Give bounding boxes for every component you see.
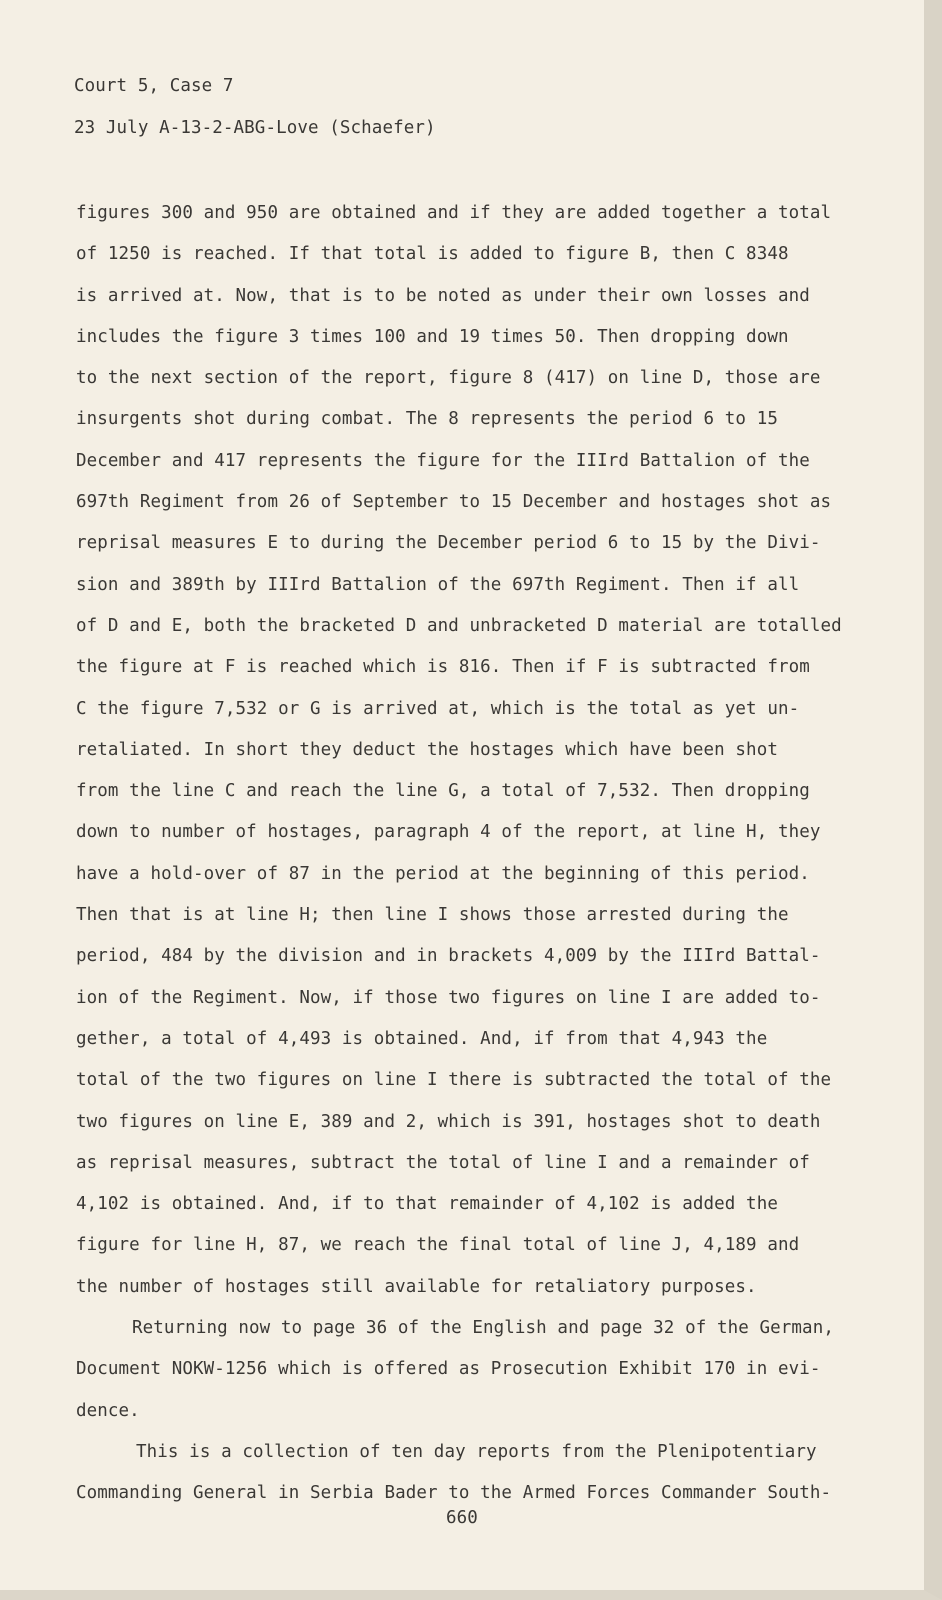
text-line: to the next section of the report, figure 8 (417) on line D, those are: [76, 368, 821, 389]
page-number: 660: [446, 1508, 478, 1528]
session-header: 23 July A-13-2-ABG-Love (Schaefer): [74, 118, 436, 138]
text-line: C the figure 7,532 or G is arrived at, which is the total as yet un-: [76, 698, 800, 719]
text-line: figures 300 and 950 are obtained and if they are added together a total: [76, 203, 832, 223]
text-line: the number of hostages still available for retaliatory purposes.: [76, 1276, 757, 1297]
text-line: of 1250 is reached. If that total is added to figure B, then C 8348: [76, 244, 789, 265]
text-line: Commanding General in Serbia Bader to the Armed Forces Commander South-: [76, 1483, 832, 1504]
text-line: 4,102 is obtained. And, if to that remainder of 4,102 is added the: [76, 1194, 778, 1215]
text-line: total of the two figures on line I there is subtracted the total of the: [76, 1070, 832, 1091]
text-line: down to number of hostages, paragraph 4 of the report, at line H, they: [76, 822, 821, 843]
text-line: gether, a total of 4,493 is obtained. And, if from that 4,943 the: [76, 1028, 768, 1049]
text-line: Document NOKW-1256 which is offered as Prosecution Exhibit 170 in evi-: [76, 1359, 821, 1380]
text-line: This is a collection of ten day reports from the Plenipotentiary: [136, 1441, 817, 1462]
text-line: of D and E, both the bracketed D and unbracketed D material are totalled: [76, 615, 842, 636]
text-line: from the line C and reach the line G, a total of 7,532. Then dropping: [76, 781, 810, 802]
text-line: have a hold-over of 87 in the period at the beginning of this period.: [76, 863, 810, 884]
text-line: the figure at F is reached which is 816. Then if F is subtracted from: [76, 657, 810, 678]
court-case-header: Court 5, Case 7: [74, 76, 234, 96]
text-line: ion of the Regiment. Now, if those two figures on line I are added to-: [76, 987, 821, 1008]
text-line: period, 484 by the division and in brackets 4,009 by the IIIrd Battal-: [76, 946, 821, 967]
text-line: Returning now to page 36 of the English and page 32 of the German,: [132, 1318, 834, 1339]
text-line: December and 417 represents the figure for the IIIrd Battalion of the: [76, 450, 810, 471]
text-line: two figures on line E, 389 and 2, which is 391, hostages shot to death: [76, 1111, 821, 1132]
text-line: retaliated. In short they deduct the hostages which have been shot: [76, 739, 778, 760]
text-line: 697th Regiment from 26 of September to 15 December and hostages shot as: [76, 492, 832, 513]
text-line: reprisal measures E to during the December period 6 to 15 by the Divi-: [76, 533, 821, 554]
text-line: includes the figure 3 times 100 and 19 times 50. Then dropping down: [76, 326, 789, 347]
text-line: sion and 389th by IIIrd Battalion of the 697th Regiment. Then if all: [76, 574, 800, 595]
transcript-body: [76, 193, 906, 1515]
text-line: figure for line H, 87, we reach the final total of line J, 4,189 and: [76, 1235, 800, 1256]
text-line: insurgents shot during combat. The 8 represents the period 6 to 15: [76, 409, 778, 430]
text-line: dence.: [76, 1400, 140, 1421]
text-line: Then that is at line H; then line I shows those arrested during the: [76, 905, 789, 926]
text-line: as reprisal measures, subtract the total of line I and a remainder of: [76, 1152, 810, 1173]
text-line: is arrived at. Now, that is to be noted as under their own losses and: [76, 285, 810, 306]
